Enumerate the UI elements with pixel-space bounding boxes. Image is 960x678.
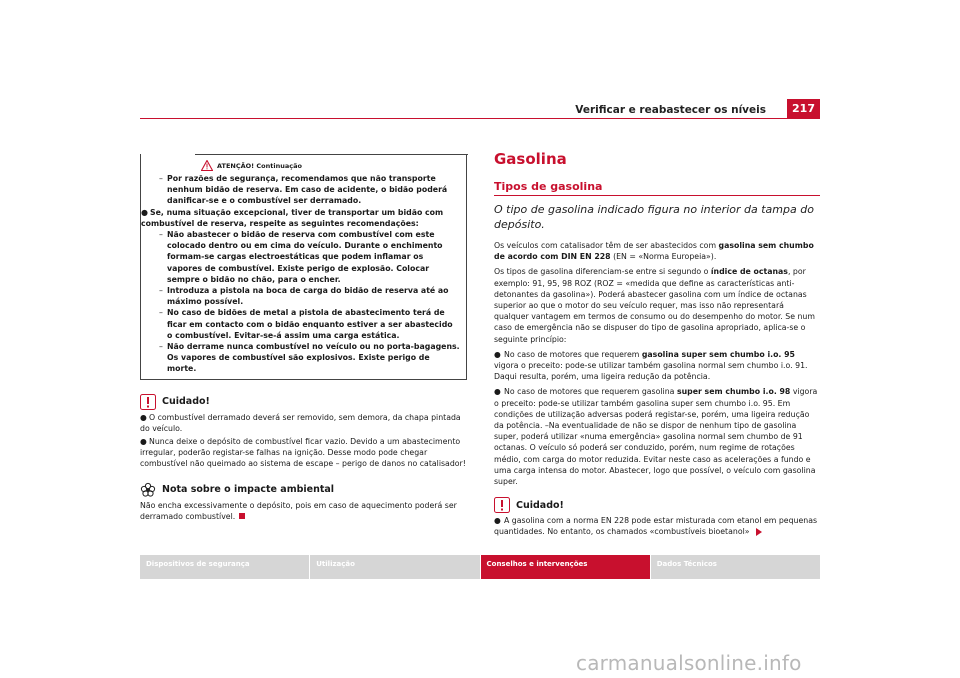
caution-icon <box>140 394 156 410</box>
warning-line: – No caso de bidões de metal a pistola de abastecimento terá de ficar em contacto com o bidão enquanto estiver a ser abastecido o combustível. Evitar-se-á assim uma carga estática. <box>159 308 453 340</box>
page-number: 217 <box>787 99 820 118</box>
environment-heading <box>140 482 467 498</box>
footer-nav <box>140 555 820 579</box>
bullet-icon: ● <box>494 387 501 397</box>
tab-dados-tecnicos[interactable]: Dados Técnicos <box>651 555 820 579</box>
paragraph: Os veículos com catalisador têm de ser abastecidos com gasolina sem chumbo de acordo com DIN EN 228 (EN = «Norma Europeia»). <box>494 241 814 262</box>
environment-flower-icon <box>140 482 156 498</box>
right-column <box>494 150 820 542</box>
bullet-icon: ● <box>494 516 501 526</box>
bullet-paragraph: ● No caso de motores que requerem gasolina super sem chumbo i.o. 95 vigora o preceito: pode-se utilizar também gasolina normal sem chumbo i.o. 91. Daqui resulta, porém, uma ligeira redução da potência. <box>494 349 808 382</box>
tab-conselhos-intervencoes[interactable]: Conselhos e intervenções <box>481 555 650 579</box>
left-column <box>140 154 467 522</box>
warning-line: – Introduza a pistola na boca de carga do bidão de reserva até ao máximo possível. <box>159 286 449 307</box>
caution-title: Cuidado! <box>162 396 210 408</box>
caution-icon <box>494 497 510 513</box>
bullet-icon: ● <box>141 207 148 217</box>
end-of-section-icon <box>239 513 245 519</box>
warning-line: ● Se, numa situação excepcional, tiver de transportar um bidão com combustível de reserva, respeite as seguintes recomendações: <box>141 207 444 228</box>
page-header-title: Verificar e reabastecer os níveis <box>575 104 766 116</box>
environment-title: Nota sobre o impacte ambiental <box>162 484 335 496</box>
bullet-icon: ● <box>140 437 147 447</box>
environment-text: Não encha excessivamente o depósito, pois em caso de aquecimento poderá ser derramado combustível. <box>140 500 457 521</box>
warning-header <box>141 158 460 173</box>
caution-item: ● O combustível derramado deverá ser removido, sem demora, da chapa pintada do veículo. <box>140 412 461 433</box>
subsection-heading: Tipos de gasolina <box>494 180 820 196</box>
bullet-icon: ● <box>140 412 147 422</box>
caution-item: ● A gasolina com a norma EN 228 pode estar misturada com etanol em pequenas quantidades. No entanto, os chamados «combustíveis bioetanol» <box>494 516 818 537</box>
warning-box <box>140 154 467 380</box>
warning-line: – Não abastecer o bidão de reserva com combustível com este colocado dentro ou em cima do veículo. Durante o enchimento formam-se cargas electroestáticas que podem inflamar os vapores de combustível. Existe perigo de explosão. Colocar sempre o bidão no chão, para o encher. <box>159 230 443 284</box>
section-heading: Gasolina <box>494 150 567 168</box>
tab-utilizacao[interactable]: Utilização <box>310 555 479 579</box>
bullet-paragraph: ● No caso de motores que requerem gasolina super sem chumbo i.o. 98 vigora o preceito: pode-se utilizar também gasolina super sem chumbo i.o. 95. Em condições de utilização adversas poderá registar-se, porém, uma ligeira redução da potência. –Na eventualidade de não se dispor de nenhum tipo de gasolina super, poderá utilizar «numa emergência» gasolina normal sem chumbo de 91 octanas. O veículo só poderá ser conduzido, porém, num regime de rotações médio, com carga do motor reduzida. Evitar neste caso as acelerações a fundo e uma carga intensa do motor. Abastecer, logo que possível, o veículo com gasolina super. <box>494 387 818 487</box>
warning-line: – Por razões de segurança, recomendamos que não transporte nenhum bidão de reserva. Em caso de acidente, o bidão poderá danificar-se e o combustível ser derramado. <box>159 174 448 206</box>
header-rule <box>140 118 820 119</box>
caution-item: ● Nunca deixe o depósito de combustível ficar vazio. Devido a um abastecimento irregular, poderão registar-se falhas na ignição. Desse modo pode chegar combustível não queimado ao sistema de escape – perigo de danos no catalisador! <box>140 437 466 469</box>
warning-triangle-icon <box>201 160 213 171</box>
paragraph: Os tipos de gasolina diferenciam-se entre si segundo o índice de octanas, por exemplo: 91, 95, 98 ROZ (ROZ = «medida que define as características anti-detonantes da gasolina»). Poderá abastecer gasolina com um índice de octanas superior ao que o motor do seu veículo requer, mas isso não representará qualquer vantagem em termos de consumo ou do desempenho do motor. Se num caso de emergência não se dispuser do tipo de gasolina apropriado, aplica-se o seguinte princípio: <box>494 267 815 344</box>
tab-dispositivos-seguranca[interactable]: Dispositivos de segurança <box>140 555 309 579</box>
continue-arrow-icon <box>756 528 762 536</box>
caution-heading-right <box>494 497 820 513</box>
warning-label: ATENÇÃO! Continuação <box>217 161 302 170</box>
caution-title: Cuidado! <box>516 499 564 511</box>
bullet-icon: ● <box>494 349 501 359</box>
caution-heading <box>140 394 467 410</box>
lead-text: O tipo de gasolina indicado figura no interior da tampa do depósito. <box>494 203 814 231</box>
watermark: carmanualsonline.info <box>576 651 802 675</box>
warning-line: – Não derrame nunca combustível no veículo ou no porta-bagagens. Os vapores de combustível são explosivos. Existe perigo de morte. <box>159 342 460 374</box>
